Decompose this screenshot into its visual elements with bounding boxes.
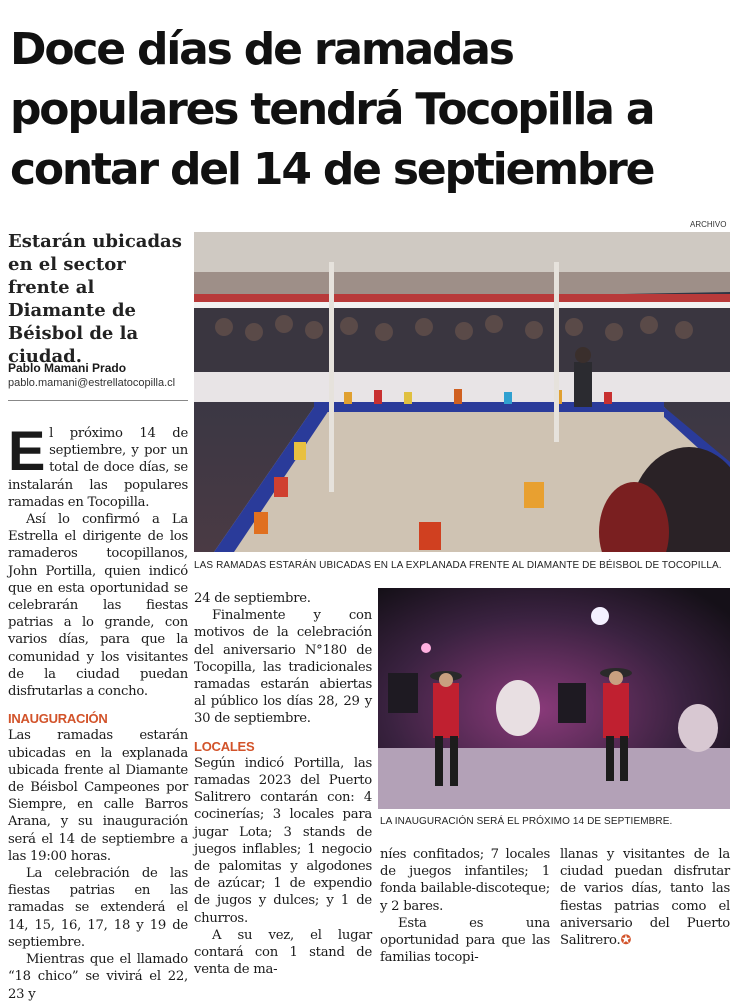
paragraph: A su vez, el lugar contará con 1 stand de venta de ma- [194, 927, 372, 978]
paragraph: Esta es una oportunidad para que las familias tocopi- [380, 915, 550, 966]
paragraph: 24 de septiembre. [194, 591, 311, 606]
photo-ramadas-illustration [194, 232, 730, 552]
headline [10, 20, 730, 200]
photo-ramadas [194, 232, 730, 552]
photo-credit: ARCHIVO [690, 220, 727, 229]
drop-cap: E [8, 419, 46, 482]
subheadline: Estarán ubicadas en el sector frente al Diamante de Béisbol de la ciudad. [8, 231, 182, 367]
paragraph: La celebración de las fiestas patrias en las ramadas se extenderá el 14, 15, 16, 17, 18 y 19 de septiembre. [8, 866, 188, 950]
article-column-1 [8, 419, 188, 1003]
article-column-3 [380, 846, 550, 966]
paragraph: níes confitados; 7 locales de juegos infantiles; 1 fonda bailable-discoteque; y 2 bares. [380, 847, 550, 914]
byline-divider [8, 400, 188, 401]
caption-photo-inauguracion: LA INAUGURACIÓN SERÁ EL PRÓXIMO 14 DE SEPTIEMBRE. [380, 816, 673, 827]
section-heading-inauguracion: INAUGURACIÓN [8, 711, 108, 727]
article-column-2 [194, 590, 372, 978]
section-heading-locales: LOCALES [194, 738, 255, 754]
paragraph: llanas y visitantes de la ciudad puedan disfrutar de varios días, tanto las fiestas patrias como el aniversario del Puerto Salitrero.✪ [560, 847, 730, 949]
end-mark-icon: ✪ [620, 933, 632, 949]
paragraph: Mientras que el llamado “18 chico” se vivirá el 22, 23 y [8, 952, 188, 1002]
headline-line-1: Doce días de ramadas [10, 24, 513, 75]
paragraph: Finalmente y con motivos de la celebración del aniversario N°180 de Tocopilla, las tradicionales ramadas estarán abiertas al público los días 28, 29 y 30 de septiembre. [194, 608, 372, 727]
caption-photo-ramadas: LAS RAMADAS ESTARÁN UBICADAS EN LA EXPLANADA FRENTE AL DIAMANTE DE BÉISBOL DE TOCOPILLA. [194, 560, 722, 571]
photo-inauguracion-illustration [378, 588, 730, 809]
paragraph-lead: El próximo 14 de septiembre, y por un total de doce días, se instalarán las populares ramadas en Tocopilla. [8, 419, 188, 510]
paragraph: Las ramadas estarán ubicadas en la explanada ubicada frente al Diamante de Béisbol Campeones por Siempre, en calle Barros Arana, y su inauguración será el 14 de septiembre a las 19:00 horas. [8, 728, 188, 864]
paragraph: Según indicó Portilla, las ramadas 2023 del Puerto Salitrero contarán con: 4 cocinerías; 3 locales para jugar Lota; 3 stands de juegos inflables; 1 negocio de palomitas y algodones de azúcar; 1 de expendio de jugos y dulces; y 1 de churros. [194, 755, 372, 926]
headline-line-2: populares tendrá Tocopilla a [10, 84, 654, 135]
photo-inauguracion [378, 588, 730, 809]
paragraph: Así lo confirmó a La Estrella el dirigente de los ramaderos tocopillanos, John Portilla, quien indicó que en esta oportunidad se celebrarán las fiestas patrias a lo grande, con varios días, para que la comunidad y los visitantes de la ciudad puedan disfrutarlas a concho. [8, 512, 188, 700]
headline-line-3: contar del 14 de septiembre [10, 144, 654, 195]
byline-email[interactable]: pablo.mamani@estrellatocopilla.cl [8, 377, 176, 389]
article-column-4 [560, 846, 730, 949]
byline-author: Pablo Mamani Prado [8, 361, 127, 375]
